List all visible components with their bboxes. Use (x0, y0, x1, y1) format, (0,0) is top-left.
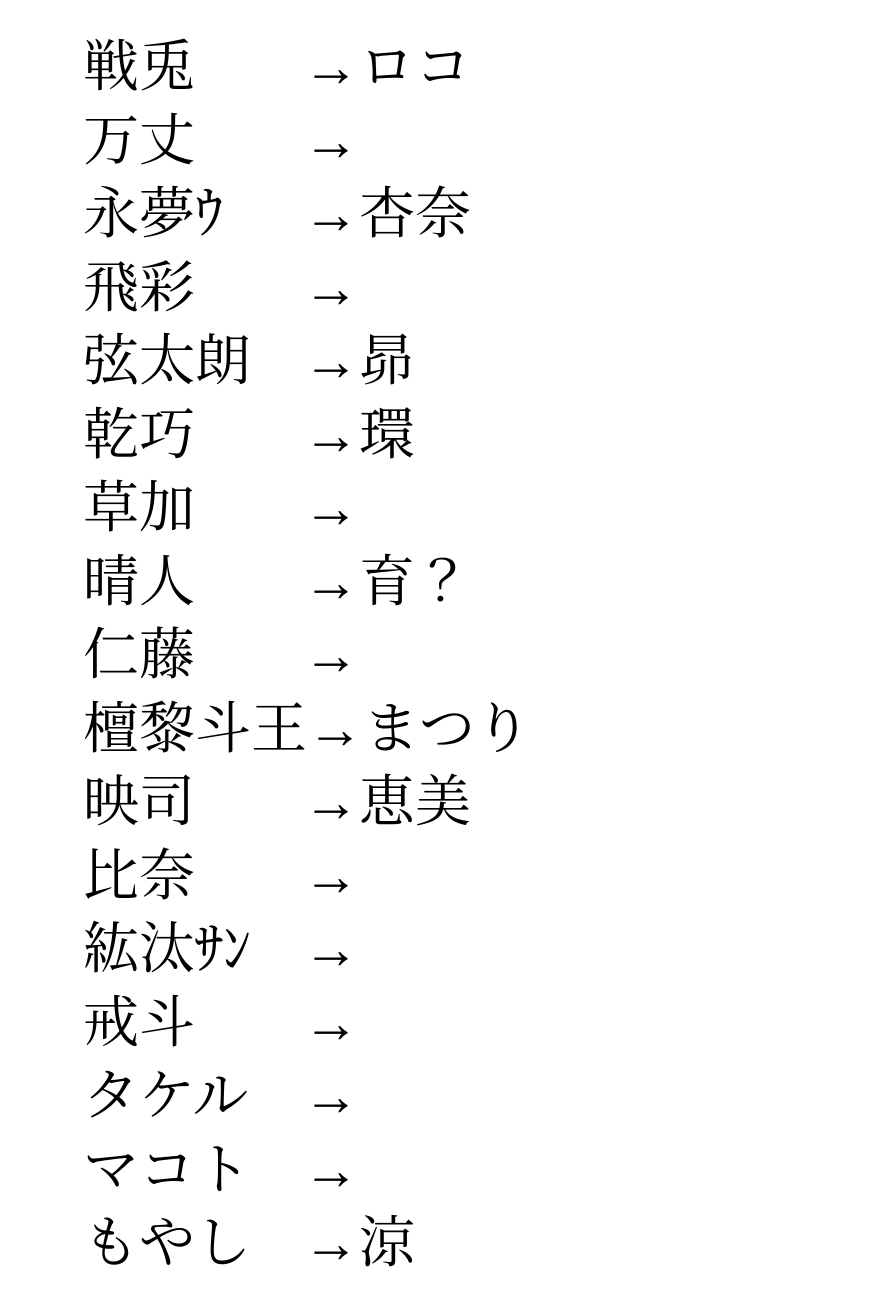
list-item (83, 986, 876, 1060)
character-name: 晴人 (83, 549, 195, 613)
partner-name: 杏奈 (359, 182, 471, 245)
arrow-icon: → (303, 402, 359, 466)
character-name: マコト (83, 1137, 251, 1201)
arrow-icon: → (303, 329, 359, 392)
character-name: 永夢ｳ (83, 182, 223, 245)
arrow-icon: → (303, 990, 359, 1054)
partner-name: 昴 (359, 329, 415, 392)
list-item (83, 30, 876, 104)
arrow-icon: → (303, 182, 359, 245)
partner-name: まつり (363, 696, 531, 760)
arrow-icon: → (303, 1211, 359, 1274)
arrow-icon: → (303, 476, 359, 539)
character-name: 万丈 (83, 108, 195, 172)
character-name: 檀黎斗王 (83, 696, 307, 760)
list-item (83, 765, 876, 839)
arrow-icon: → (303, 843, 359, 907)
character-name: 乾巧 (83, 402, 195, 466)
arrow-icon: → (303, 623, 359, 686)
list-item (83, 1059, 876, 1133)
character-name: タケル (83, 1064, 249, 1127)
character-name: 比奈 (83, 843, 195, 907)
list-item (83, 398, 876, 472)
list-item (83, 692, 876, 766)
character-name: 映司 (83, 770, 195, 833)
list-item (83, 839, 876, 913)
arrow-icon: → (303, 1064, 359, 1127)
list-item (83, 324, 876, 398)
list-item (83, 912, 876, 986)
arrow-icon: → (303, 770, 359, 833)
character-name: 戦兎 (83, 35, 195, 98)
character-name: 飛彩 (83, 255, 195, 319)
character-name: 戒斗 (83, 990, 195, 1054)
arrow-icon: → (307, 696, 363, 760)
arrow-icon: → (303, 108, 359, 172)
arrow-icon: → (303, 1137, 359, 1201)
partner-name: 恵美 (359, 770, 471, 833)
character-name: 弦太朗 (83, 329, 251, 392)
partner-name: ロコ (359, 35, 471, 98)
partner-name: 育？ (359, 549, 471, 613)
character-name: 仁藤 (83, 623, 195, 686)
list-item (83, 177, 876, 251)
character-name: 草加 (83, 476, 195, 539)
list-item (83, 1133, 876, 1207)
list-item (83, 251, 876, 325)
arrow-icon: → (303, 35, 359, 98)
partner-name: 環 (359, 402, 415, 466)
character-name: 紘汰ｻﾝ (83, 917, 251, 980)
arrow-icon: → (303, 255, 359, 319)
partner-name: 涼 (359, 1211, 415, 1274)
character-name: もやし (83, 1211, 251, 1274)
list-item (83, 471, 876, 545)
list-item (83, 618, 876, 692)
name-pair-list (83, 30, 876, 1280)
list-item (83, 545, 876, 619)
list-item (83, 104, 876, 178)
arrow-icon: → (303, 549, 359, 613)
arrow-icon: → (303, 917, 359, 980)
list-item (83, 1206, 876, 1280)
